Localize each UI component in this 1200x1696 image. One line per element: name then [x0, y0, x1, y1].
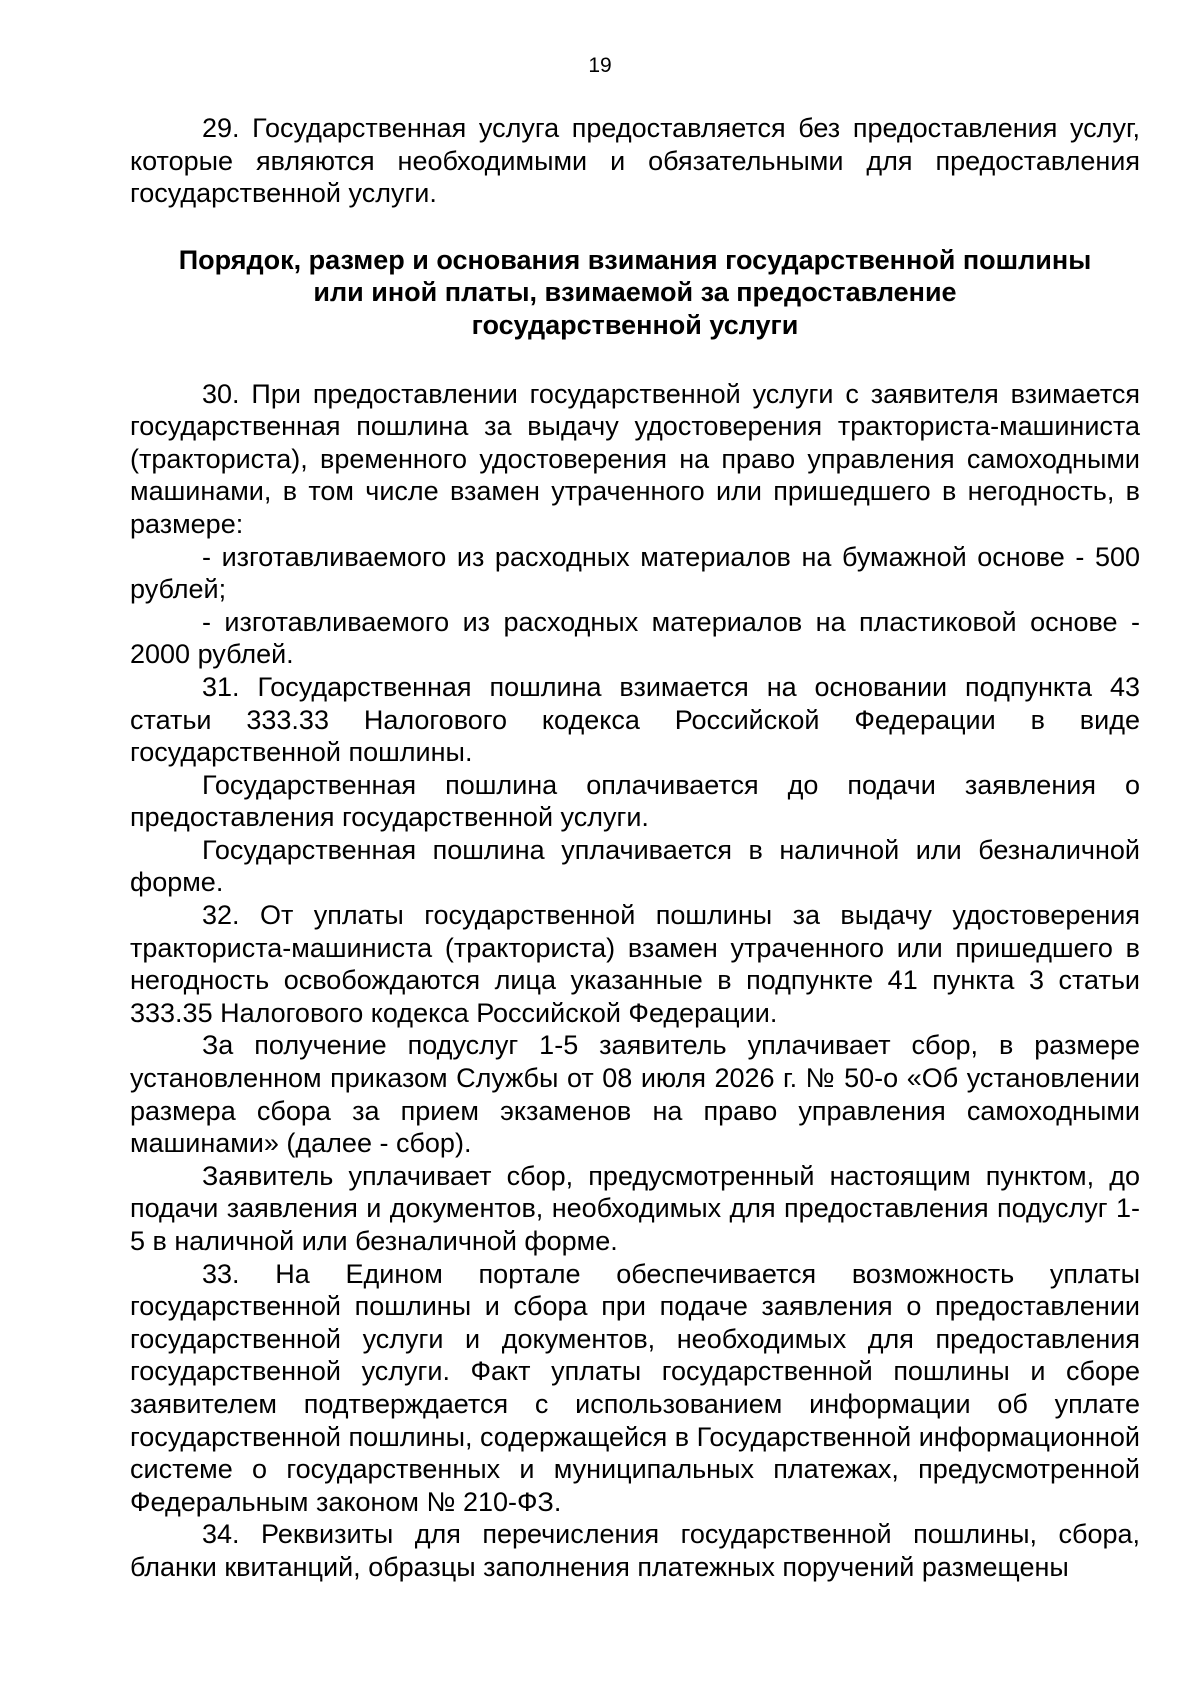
section-title-line-3: государственной услуги [471, 309, 799, 340]
paragraph-32-fee-payment: Заявитель уплачивает сбор, предусмотренный настоящим пунктом, до подачи заявления и документов, необходимых для предоставления подуслуг 1-5 в наличной или безналичной форме. [130, 1160, 1140, 1256]
page-number: 19 [588, 54, 612, 77]
paragraph-29: 29. Государственная услуга предоставляется без предоставления услуг, которые являются необходимыми и обязательными для предоставления государственной услуги. [130, 113, 1140, 209]
paragraph-30-item-plastic: - изготавливаемого из расходных материалов на пластиковой основе - 2000 рублей. [130, 606, 1140, 670]
paragraph-33: 33. На Едином портале обеспечивается возможность уплаты государственной пошлины и сбора при подаче заявления о предоставлении государственной услуги и документов, необходимых для предоставления государственной услуги. Факт уплаты государственной пошлины и сборе заявителем подтверждается с использованием информации об уплате государственной пошлины, содержащейся в Государственной информационной системе о государственных и муниципальных платежах, предусмотренной Федеральным законом № 210-ФЗ. [130, 1258, 1140, 1517]
document-body [130, 112, 1140, 1584]
section-title [130, 244, 1140, 342]
paragraph-32-fee: За получение подуслуг 1-5 заявитель уплачивает сбор, в размере установленном приказом Службы от 08 июля 2026 г. № 50-о «Об установлении размера сбора за прием экзаменов на право управления самоходными машинами» (далее - сбор). [130, 1030, 1140, 1159]
paragraph-34: 34. Реквизиты для перечисления государственной пошлины, сбора, бланки квитанций, образцы заполнения платежных поручений размещены [130, 1519, 1140, 1582]
paragraph-31-payment-form: Государственная пошлина уплачивается в наличной или безналичной форме. [130, 834, 1140, 898]
paragraph-32: 32. От уплаты государственной пошлины за выдачу удостоверения тракториста-машиниста (тракториста) взамен утраченного или пришедшего в негодность освобождаются лица указанные в подпункте 41 пункта 3 статьи 333.35 Налогового кодекса Российской Федерации. [130, 900, 1140, 1028]
paragraph-31: 31. Государственная пошлина взимается на основании подпункта 43 статьи 333.33 Налогового кодекса Российской Федерации в виде государственной пошлины. [130, 671, 1140, 768]
section-title-line-2: или иной платы, взимаемой за предоставление [313, 277, 957, 308]
paragraph-31-payment-timing: Государственная пошлина оплачивается до подачи заявления о предоставления государственной услуги. [130, 769, 1140, 833]
paragraph-30: 30. При предоставлении государственной услуги с заявителя взимается государственная пошлина за выдачу удостоверения тракториста-машиниста (тракториста), временного удостоверения на право управления самоходными машинами, в том числе взамен утраченного или пришедшего в негодность, в размере: [130, 378, 1140, 539]
paragraph-30-item-paper: - изготавливаемого из расходных материалов на бумажной основе - 500 рублей; [130, 541, 1140, 605]
section-title-line-1: Порядок, размер и основания взимания государственной пошлины [178, 244, 1092, 275]
